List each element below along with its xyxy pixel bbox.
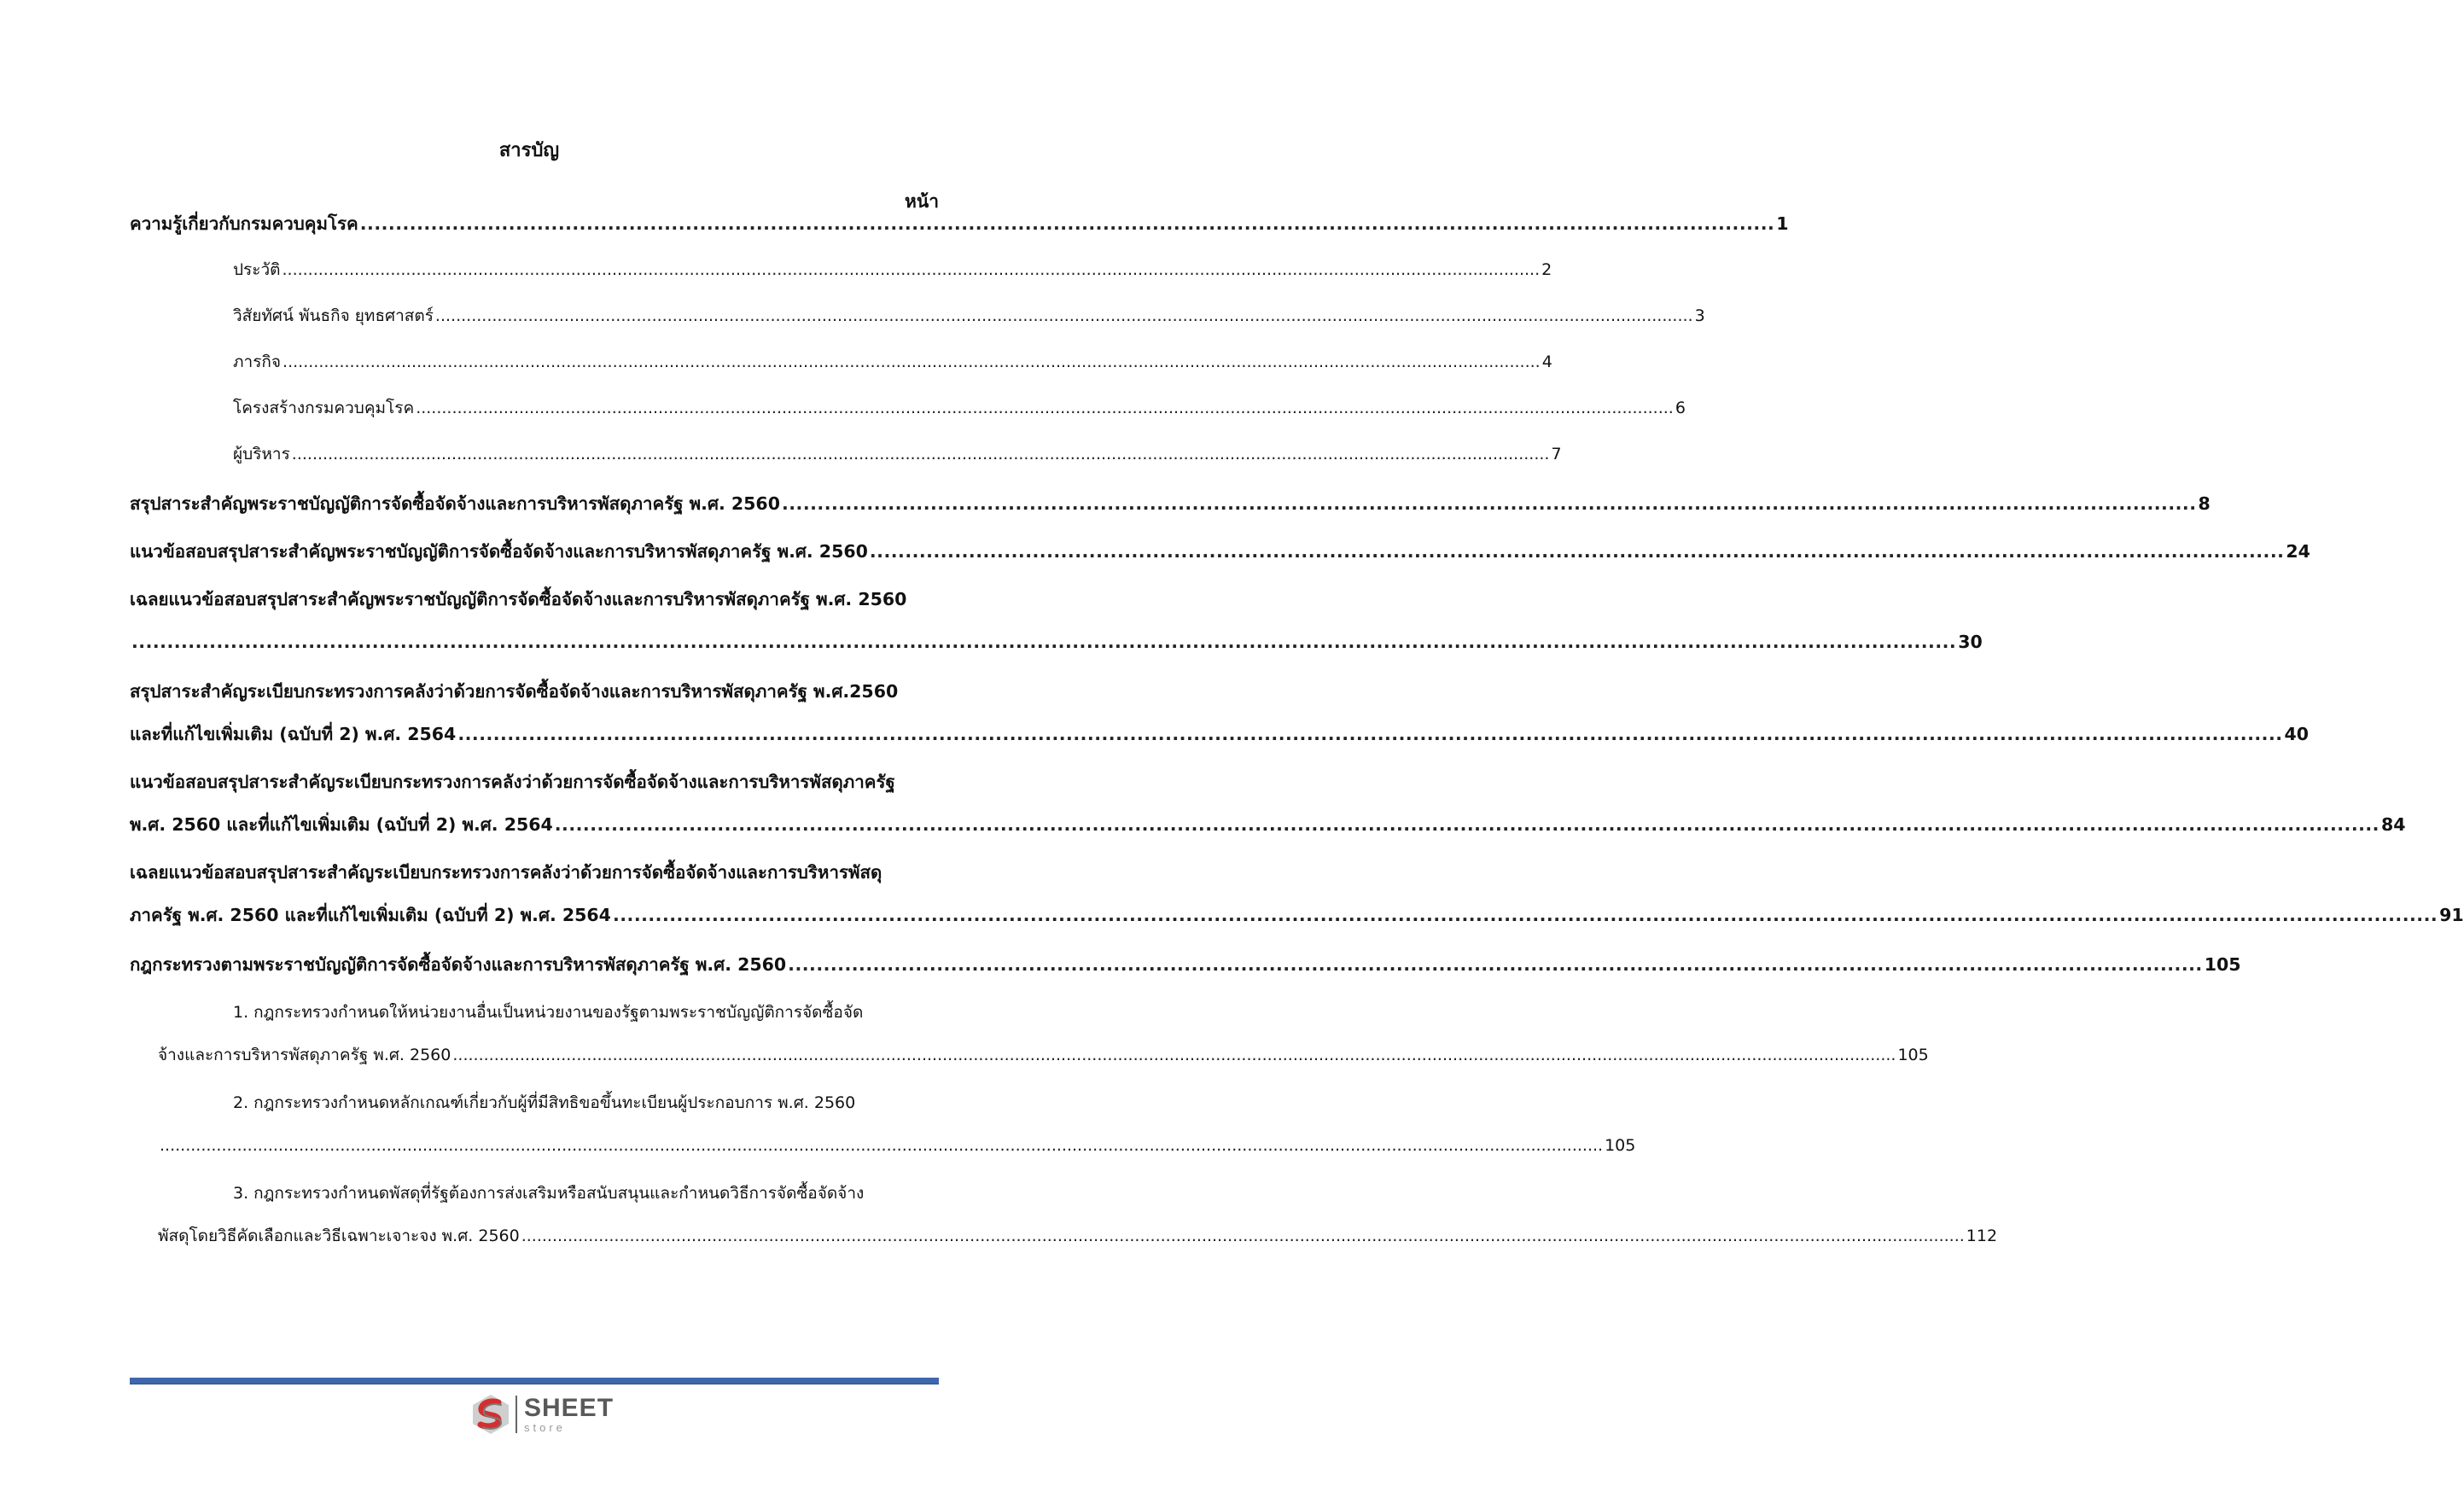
toc-entry[interactable] — [158, 1132, 1636, 1159]
dot-leader: .................................................................................................................................................................................................................................................................. — [131, 632, 1957, 652]
toc-page-number: 105 — [2204, 954, 2241, 975]
dot-leader: ........................................................................................................................................................................................................ — [869, 541, 2285, 562]
sheet-store-logo-icon — [471, 1393, 510, 1436]
toc-entry-line1[interactable]: เฉลยแนวข้อสอบสรุปสาระสำคัญระเบียบกระทรวงการคลังว่าด้วยการจัดซื้อจัดจ้างและการบริหารพัสดุ — [130, 862, 882, 883]
toc-entry-line1[interactable]: เฉลยแนวข้อสอบสรุปสาระสำคัญพระราชบัญญัติการจัดซื้อจัดจ้างและการบริหารพัสดุภาครัฐ พ.ศ. 2560 — [130, 589, 907, 609]
toc-entry[interactable] — [233, 394, 1686, 422]
dot-leader: .................................................................................................................................................................................................................................................... — [283, 353, 1541, 371]
toc-entry[interactable] — [130, 538, 2310, 565]
toc-page-number: 6 — [1675, 399, 1686, 417]
toc-entry-text: กฎกระทรวงตามพระราชบัญญัติการจัดซื้อจัดจ้างและการบริหารพัสดุภาครัฐ พ.ศ. 2560 — [130, 954, 787, 975]
dot-leader: ........................................................................................................................................................................................................ — [359, 213, 1775, 234]
dot-leader: .................................................................................................................................................................................................................................................... — [282, 260, 1541, 279]
toc-entry[interactable] — [233, 256, 1552, 283]
toc-entry[interactable] — [130, 811, 2406, 838]
toc-entry[interactable] — [233, 348, 1552, 376]
toc-page-number: 3 — [1694, 306, 1705, 325]
toc-entry-text: ประวัติ — [233, 260, 281, 279]
footer-rule — [130, 1378, 939, 1384]
toc-page-number: 30 — [1958, 632, 1983, 652]
dot-leader: ........................................................................................................................................................................................................ — [788, 954, 2203, 975]
dot-leader: ........................................................................................................................................................................................................................................................................................ — [452, 1046, 1896, 1064]
toc-page-number: 112 — [1966, 1227, 1998, 1245]
toc-entry-text: สรุปสาระสำคัญพระราชบัญญัติการจัดซื้อจัดจ้างและการบริหารพัสดุภาครัฐ พ.ศ. 2560 — [130, 493, 780, 514]
toc-entry[interactable] — [130, 628, 1983, 656]
toc-entry-text: จ้างและการบริหารพัสดุภาครัฐ พ.ศ. 2560 — [158, 1046, 451, 1064]
toc-entry-text: ความรู้เกี่ยวกับกรมควบคุมโรค — [130, 213, 358, 234]
sheet-store-logo — [471, 1393, 614, 1436]
logo-text — [524, 1396, 614, 1433]
toc-entry[interactable] — [233, 302, 1705, 329]
toc-page-number: 24 — [2286, 541, 2310, 562]
toc-entry-text: วิสัยทัศน์ พันธกิจ ยุทธศาสตร์ — [233, 306, 434, 325]
toc-entry[interactable] — [158, 1222, 1998, 1250]
toc-entry-text: และที่แก้ไขเพิ่มเติม (ฉบับที่ 2) พ.ศ. 2564 — [130, 724, 457, 744]
page-title: สารบัญ — [498, 140, 560, 161]
logo-word: SHEET — [524, 1394, 615, 1422]
toc-entry-line1[interactable]: สรุปสาระสำคัญระเบียบกระทรวงการคลังว่าด้วยการจัดซื้อจัดจ้างและการบริหารพัสดุภาครัฐ พ.ศ.2560 — [130, 681, 899, 702]
toc-entry-line1[interactable]: 3. กฎกระทรวงกำหนดพัสดุที่รัฐต้องการส่งเสริมหรือสนับสนุนและกำหนดวิธีการจัดซื้อจัดจ้าง — [233, 1184, 865, 1203]
toc-entry-text: ภาครัฐ พ.ศ. 2560 และที่แก้ไขเพิ่มเติม (ฉบับที่ 2) พ.ศ. 2564 — [130, 905, 611, 925]
dot-leader: .................................................................................................................................................................................................................................................................. — [457, 724, 2283, 744]
toc-entry-text: ผู้บริหาร — [233, 445, 290, 463]
dot-leader: ........................................................................................................................................................................................................................................................................................ — [521, 1227, 1965, 1245]
toc-entry[interactable] — [130, 901, 2464, 929]
logo-subword: store — [524, 1421, 566, 1434]
dot-leader: .................................................................................................................................................................................................................................................... — [291, 445, 1550, 463]
toc-entry[interactable] — [233, 440, 1562, 468]
toc-page-number: 105 — [1605, 1136, 1636, 1155]
toc-entry-text: แนวข้อสอบสรุปสาระสำคัญพระราชบัญญัติการจัดซื้อจัดจ้างและการบริหารพัสดุภาครัฐ พ.ศ. 2560 — [130, 541, 868, 562]
toc-page-number: 2 — [1541, 260, 1552, 279]
dot-leader: .................................................................................................................................................................................................................................................... — [434, 306, 1693, 325]
toc-page-number: 84 — [2380, 814, 2406, 835]
toc-entry-line1[interactable]: แนวข้อสอบสรุปสาระสำคัญระเบียบกระทรวงการคลังว่าด้วยการจัดซื้อจัดจ้างและการบริหารพัสดุภาครัฐ — [130, 772, 895, 792]
toc-entry-text: พ.ศ. 2560 และที่แก้ไขเพิ่มเติม (ฉบับที่ 2) พ.ศ. 2564 — [130, 814, 553, 835]
toc-entry-line1[interactable]: 2. กฎกระทรวงกำหนดหลักเกณฑ์เกี่ยวกับผู้ที่มีสิทธิขอขึ้นทะเบียนผู้ประกอบการ พ.ศ. 2560 — [233, 1093, 856, 1112]
toc-page-number: 40 — [2284, 724, 2310, 744]
toc-page-number: 8 — [2198, 493, 2211, 514]
toc-page-number: 91 — [2439, 905, 2464, 925]
toc-entry[interactable] — [130, 490, 2211, 517]
toc-page-number: 1 — [1776, 213, 1789, 234]
toc-page-number: 105 — [1897, 1046, 1929, 1064]
dot-leader: .................................................................................................................................................................................................................................................................. — [554, 814, 2380, 835]
toc-entry[interactable] — [130, 951, 2241, 978]
toc-entry-text: โครงสร้างกรมควบคุมโรค — [233, 399, 415, 417]
dot-leader: ........................................................................................................................................................................................................................................................................................ — [160, 1136, 1604, 1155]
dot-leader: .................................................................................................................................................................................................................................................................. — [612, 905, 2438, 925]
toc-page-number: 4 — [1541, 353, 1552, 371]
page-column-header: หน้า — [905, 191, 939, 212]
toc-page-number: 7 — [1551, 445, 1562, 463]
toc-entry-text: พัสดุโดยวิธีคัดเลือกและวิธีเฉพาะเจาะจง พ.ศ. 2560 — [158, 1227, 520, 1245]
toc-entry[interactable] — [130, 210, 1789, 237]
toc-entry[interactable] — [130, 720, 2310, 748]
toc-entry-text: ภารกิจ — [233, 353, 282, 371]
dot-leader: ........................................................................................................................................................................................................ — [781, 493, 2197, 514]
logo-divider — [516, 1396, 517, 1433]
toc-entry[interactable] — [158, 1041, 1929, 1069]
dot-leader: .................................................................................................................................................................................................................................................... — [416, 399, 1674, 417]
toc-entry-line1[interactable]: 1. กฎกระทรวงกำหนดให้หน่วยงานอื่นเป็นหน่วยงานของรัฐตามพระราชบัญญัติการจัดซื้อจัด — [233, 1003, 864, 1022]
